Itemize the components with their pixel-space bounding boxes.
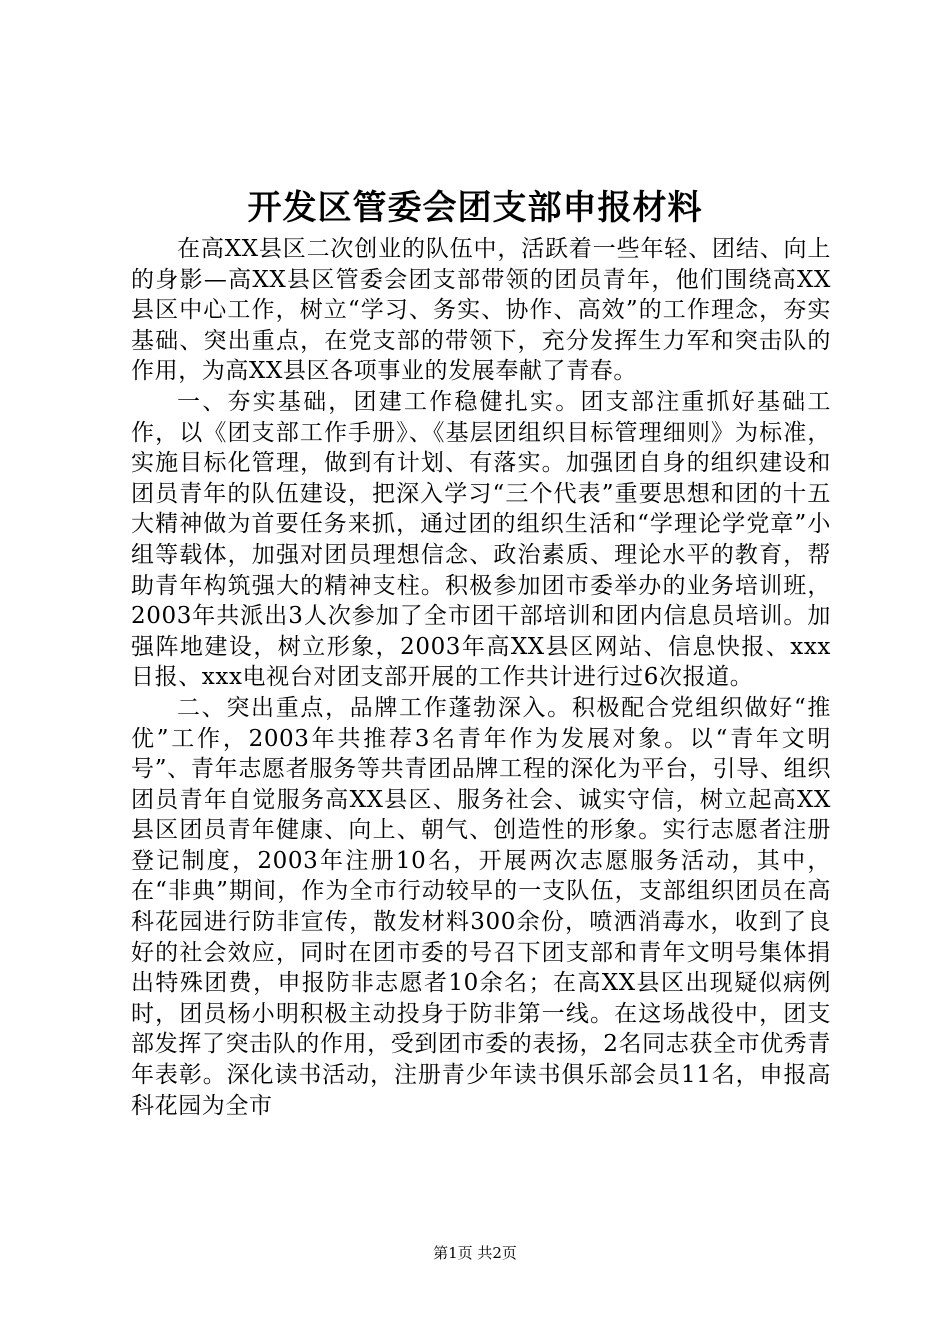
document-body — [131, 234, 831, 1121]
page-number-footer: 第1页 共2页 — [433, 1244, 517, 1262]
paragraph-section-two: 二、突出重点，品牌工作蓬勃深入。积极配合党组织做好“推优”工作，2003年共推荐3名青年作为发展对象。以“青年文明号”、青年志愿者服务等共青团品牌工程的深化为平台，引导、组织团员青年自觉服务高XX县区、服务社会、诚实守信，树立起高XX县区团员青年健康、向上、朝气、创造性的形象。实行志愿者注册登记制度，2003年注册10名，开展两次志愿服务活动，其中，在“非典”期间，作为全市行动较早的一支队伍，支部组织团员在高科花园进行防非宣传，散发材料300余份，喷洒消毒水，收到了良好的社会效应，同时在团市委的号召下团支部和青年文明号集体捐出特殊团费，申报防非志愿者10余名；在高XX县区出现疑似病例时，团员杨小明积极主动投身于防非第一线。在这场战役中，团支部发挥了突击队的作用，受到团市委的表扬，2名同志获全市优秀青年表彰。深化读书活动，注册青少年读书俱乐部会员11名，申报高科花园为全市 — [131, 694, 831, 1119]
paragraph-section-one: 一、夯实基础，团建工作稳健扎实。团支部注重抓好基础工作，以《团支部工作手册》、《基层团组织目标管理细则》为标准，实施目标化管理，做到有计划、有落实。加强团自身的组织建设和团员青年的队伍建设，把深入学习“三个代表”重要思想和团的十五大精神做为首要任务来抓，通过团的组织生活和“学理论学党章”小组等载体，加强对团员理想信念、政治素质、理论水平的教育，帮助青年构筑强大的精神支柱。积极参加团市委举办的业务培训班，2003年共派出3人次参加了全市团干部培训和团内信息员培训。加强阵地建设，树立形象，2003年高XX县区网站、信息快报、xxx日报、xxx电视台对团支部开展的工作共计进行过6次报道。 — [131, 388, 831, 691]
paragraph-intro: 在高XX县区二次创业的队伍中，活跃着一些年轻、团结、向上的身影—高XX县区管委会团支部带领的团员青年，他们围绕高XX县区中心工作，树立“学习、务实、协作、高效”的工作理念，夯实基础、突出重点，在党支部的带领下，充分发挥生力军和突击队的作用，为高XX县区各项事业的发展奉献了青春。 — [131, 236, 831, 385]
document-title: 开发区管委会团支部申报材料 — [247, 188, 703, 228]
